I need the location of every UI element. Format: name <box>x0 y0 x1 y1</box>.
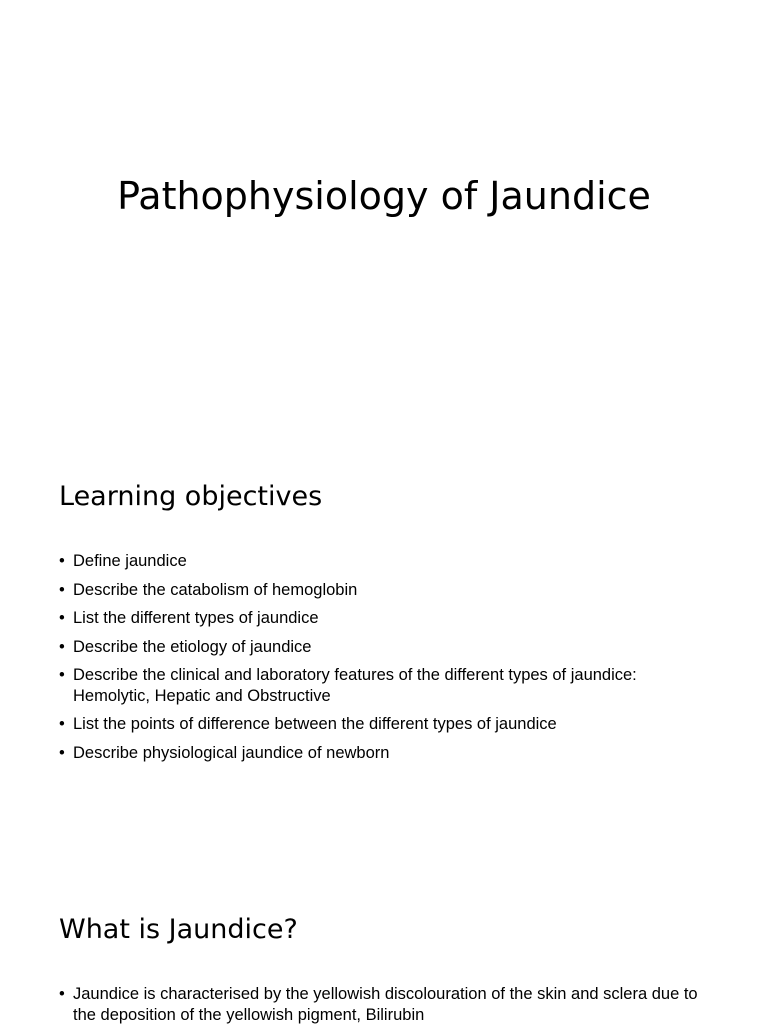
what-is-jaundice-list <box>59 984 699 1033</box>
bullet-icon: • <box>59 985 65 1003</box>
list-item <box>59 665 699 706</box>
list-item-text: Define jaundice <box>73 552 187 570</box>
list-item-text: Describe the clinical and laboratory features of the different types of jaundice: Hemolytic, Hepatic and Obstructive <box>73 666 637 705</box>
bullet-icon: • <box>59 580 65 599</box>
bullet-icon: • <box>59 609 65 627</box>
bullet-icon: • <box>59 666 65 684</box>
slide-title-pathophysiology: Pathophysiology of Jaundice <box>117 174 651 218</box>
list-item <box>59 743 699 764</box>
bullet-icon: • <box>59 743 65 762</box>
bullet-icon: • <box>59 715 65 733</box>
list-item-text: Jaundice is characterised by the yellowish discolouration of the skin and sclera due to the deposition of the yellowish pigment, Bilirubin <box>73 985 698 1024</box>
learning-objectives-heading: Learning objectives <box>59 481 323 512</box>
list-item-text: Describe the etiology of jaundice <box>73 637 312 656</box>
list-item <box>59 608 699 629</box>
list-item <box>59 551 699 572</box>
list-item <box>59 984 699 1025</box>
list-item-text: List the points of difference between the different types of jaundice <box>73 715 557 733</box>
bullet-icon: • <box>59 637 65 656</box>
list-item <box>59 637 699 658</box>
list-item-text: Describe physiological jaundice of newborn <box>73 743 390 762</box>
list-item-text: Describe the catabolism of hemoglobin <box>73 580 358 599</box>
list-item <box>59 714 699 735</box>
bullet-icon: • <box>59 552 65 570</box>
learning-objectives-list <box>59 551 699 771</box>
what-is-jaundice-heading: What is Jaundice? <box>59 914 298 945</box>
list-item <box>59 580 699 601</box>
list-item-text: List the different types of jaundice <box>73 609 319 627</box>
